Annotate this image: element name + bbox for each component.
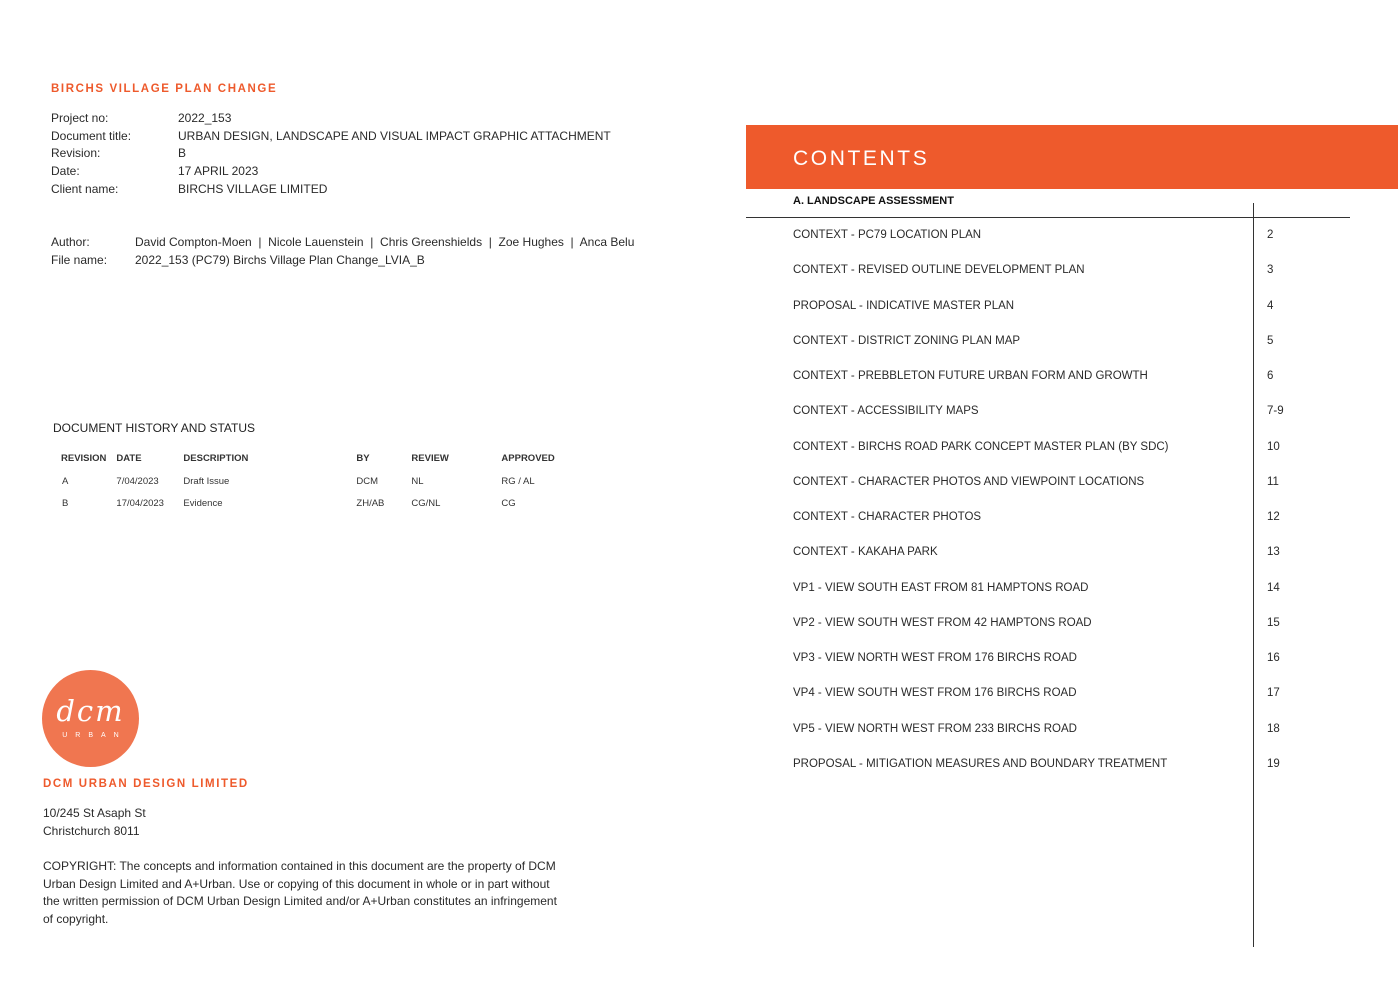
authorship <box>51 234 634 269</box>
toc-item-page: 4 <box>1267 299 1274 312</box>
meta-value: 2022_153 <box>178 111 232 125</box>
meta-row-project-no <box>51 110 611 128</box>
history-cell: ZH/AB <box>356 497 385 509</box>
meta-value: 17 APRIL 2023 <box>178 164 259 179</box>
toc-item-title: CONTEXT - REVISED OUTLINE DEVELOPMENT PLAN <box>793 264 1085 277</box>
history-cell: CG/NL <box>411 497 441 509</box>
toc-item-title: VP3 - VIEW NORTH WEST FROM 176 BIRCHS ROAD <box>793 652 1077 664</box>
meta-label: Document title: <box>51 128 132 143</box>
history-header: REVIEW <box>411 452 449 464</box>
logo-subtext: URBAN <box>62 732 127 739</box>
contents-section-heading: A. LANDSCAPE ASSESSMENT <box>793 195 954 207</box>
toc-item-page: 10 <box>1267 440 1280 453</box>
toc-item-page: 15 <box>1267 616 1280 629</box>
author-label: Author: <box>51 235 90 249</box>
toc-item-page: 16 <box>1267 652 1280 664</box>
history-cell: 7/04/2023 <box>116 475 159 487</box>
history-title: DOCUMENT HISTORY AND STATUS <box>53 421 256 435</box>
meta-row-date <box>51 163 611 181</box>
history-cell: NL <box>411 475 424 487</box>
history-cell: RG / AL <box>501 475 535 487</box>
meta-row-document-title <box>51 128 611 146</box>
file-label: File name: <box>51 252 108 267</box>
dcm-urban-logo <box>42 670 139 767</box>
address-line: Christchurch 8011 <box>43 823 140 838</box>
toc-item-page: 2 <box>1267 229 1274 241</box>
toc-item-title: PROPOSAL - INDICATIVE MASTER PLAN <box>793 299 1015 312</box>
toc-item-title: CONTEXT - DISTRICT ZONING PLAN MAP <box>793 334 1021 347</box>
toc-item-page: 19 <box>1267 757 1280 770</box>
divider <box>1253 203 1254 947</box>
project-title: BIRCHS VILLAGE PLAN CHANGE <box>51 83 278 95</box>
history-row <box>56 470 566 492</box>
company-name: DCM URBAN DESIGN LIMITED <box>43 778 249 790</box>
meta-label: Revision: <box>51 146 101 161</box>
toc-item-page: 18 <box>1267 722 1280 735</box>
meta-row-client <box>51 181 611 199</box>
toc-item-page: 5 <box>1267 334 1274 347</box>
meta-label: Project no: <box>51 111 109 125</box>
contents-banner <box>746 125 1398 189</box>
copyright-notice: COPYRIGHT: The concepts and information contained in this document are the property of DCM Urban Design Limited and A+Urban. Use or copying of this document in whole or in part without the written permission of DCM Urban Design Limited and/or A+Urban constitutes an infringement of copyright. <box>43 859 557 927</box>
history-cell: Draft Issue <box>183 475 230 487</box>
toc-item-page: 13 <box>1267 546 1280 559</box>
toc-item-title: VP5 - VIEW NORTH WEST FROM 233 BIRCHS ROAD <box>793 722 1077 735</box>
toc-item-title: CONTEXT - PREBBLETON FUTURE URBAN FORM AND GROWTH <box>793 370 1148 382</box>
author-value: David Compton-Moen | Nicole Lauenstein | Chris Greenshields | Zoe Hughes | Anca Belu <box>135 235 635 249</box>
toc-item-title: CONTEXT - KAKAHA PARK <box>793 546 938 559</box>
address-line: 10/245 St Asaph St <box>43 806 146 820</box>
toc-item-page: 17 <box>1267 687 1280 700</box>
history-row <box>56 492 566 514</box>
address <box>43 805 146 840</box>
meta-value: URBAN DESIGN, LANDSCAPE AND VISUAL IMPACT GRAPHIC ATTACHMENT <box>178 128 611 143</box>
meta-label: Date: <box>51 164 80 179</box>
toc-item-page: 11 <box>1267 475 1279 488</box>
file-value: 2022_153 (PC79) Birchs Village Plan Change_LVIA_B <box>135 252 425 267</box>
toc-item-title: VP4 - VIEW SOUTH WEST FROM 176 BIRCHS ROAD <box>793 687 1077 700</box>
toc-item-page: 12 <box>1267 511 1280 523</box>
history-header: REVISION <box>61 452 107 464</box>
toc-item-page: 3 <box>1267 264 1274 277</box>
history-cell: A <box>62 475 69 487</box>
toc-item-title: CONTEXT - ACCESSIBILITY MAPS <box>793 405 979 418</box>
history-header: APPROVED <box>501 452 555 464</box>
divider <box>746 217 1350 218</box>
toc-item-title: CONTEXT - CHARACTER PHOTOS AND VIEWPOINT LOCATIONS <box>793 475 1145 488</box>
history-cell: Evidence <box>183 497 223 509</box>
toc-item-title: VP2 - VIEW SOUTH WEST FROM 42 HAMPTONS ROAD <box>793 616 1092 629</box>
history-header: DESCRIPTION <box>183 452 249 464</box>
history-header: BY <box>356 452 370 464</box>
history-table <box>56 450 566 514</box>
history-cell: B <box>62 497 69 509</box>
meta-label: Client name: <box>51 181 119 196</box>
history-cell: CG <box>501 497 516 509</box>
project-meta <box>51 110 611 199</box>
toc-item-title: CONTEXT - CHARACTER PHOTOS <box>793 511 982 523</box>
history-cell: DCM <box>356 475 379 487</box>
contents-title: CONTENTS <box>793 147 930 170</box>
toc-item-page: 14 <box>1267 581 1280 594</box>
meta-value: B <box>178 146 187 161</box>
history-header: DATE <box>116 452 142 464</box>
author-row <box>51 234 634 252</box>
toc-item-title: VP1 - VIEW SOUTH EAST FROM 81 HAMPTONS ROAD <box>793 581 1089 594</box>
history-cell: 17/04/2023 <box>116 497 164 509</box>
meta-value: BIRCHS VILLAGE LIMITED <box>178 181 328 196</box>
history-header-row <box>56 450 566 466</box>
meta-row-revision <box>51 145 611 163</box>
toc-item-title: PROPOSAL - MITIGATION MEASURES AND BOUNDARY TREATMENT <box>793 757 1168 770</box>
file-row <box>51 252 634 270</box>
toc-item-title: CONTEXT - PC79 LOCATION PLAN <box>793 229 982 241</box>
logo-wordmark: dcm <box>56 694 125 728</box>
toc-item-page: 7-9 <box>1267 405 1284 418</box>
toc-item-page: 6 <box>1267 370 1274 382</box>
toc-item-title: CONTEXT - BIRCHS ROAD PARK CONCEPT MASTER PLAN (BY SDC) <box>793 440 1169 453</box>
